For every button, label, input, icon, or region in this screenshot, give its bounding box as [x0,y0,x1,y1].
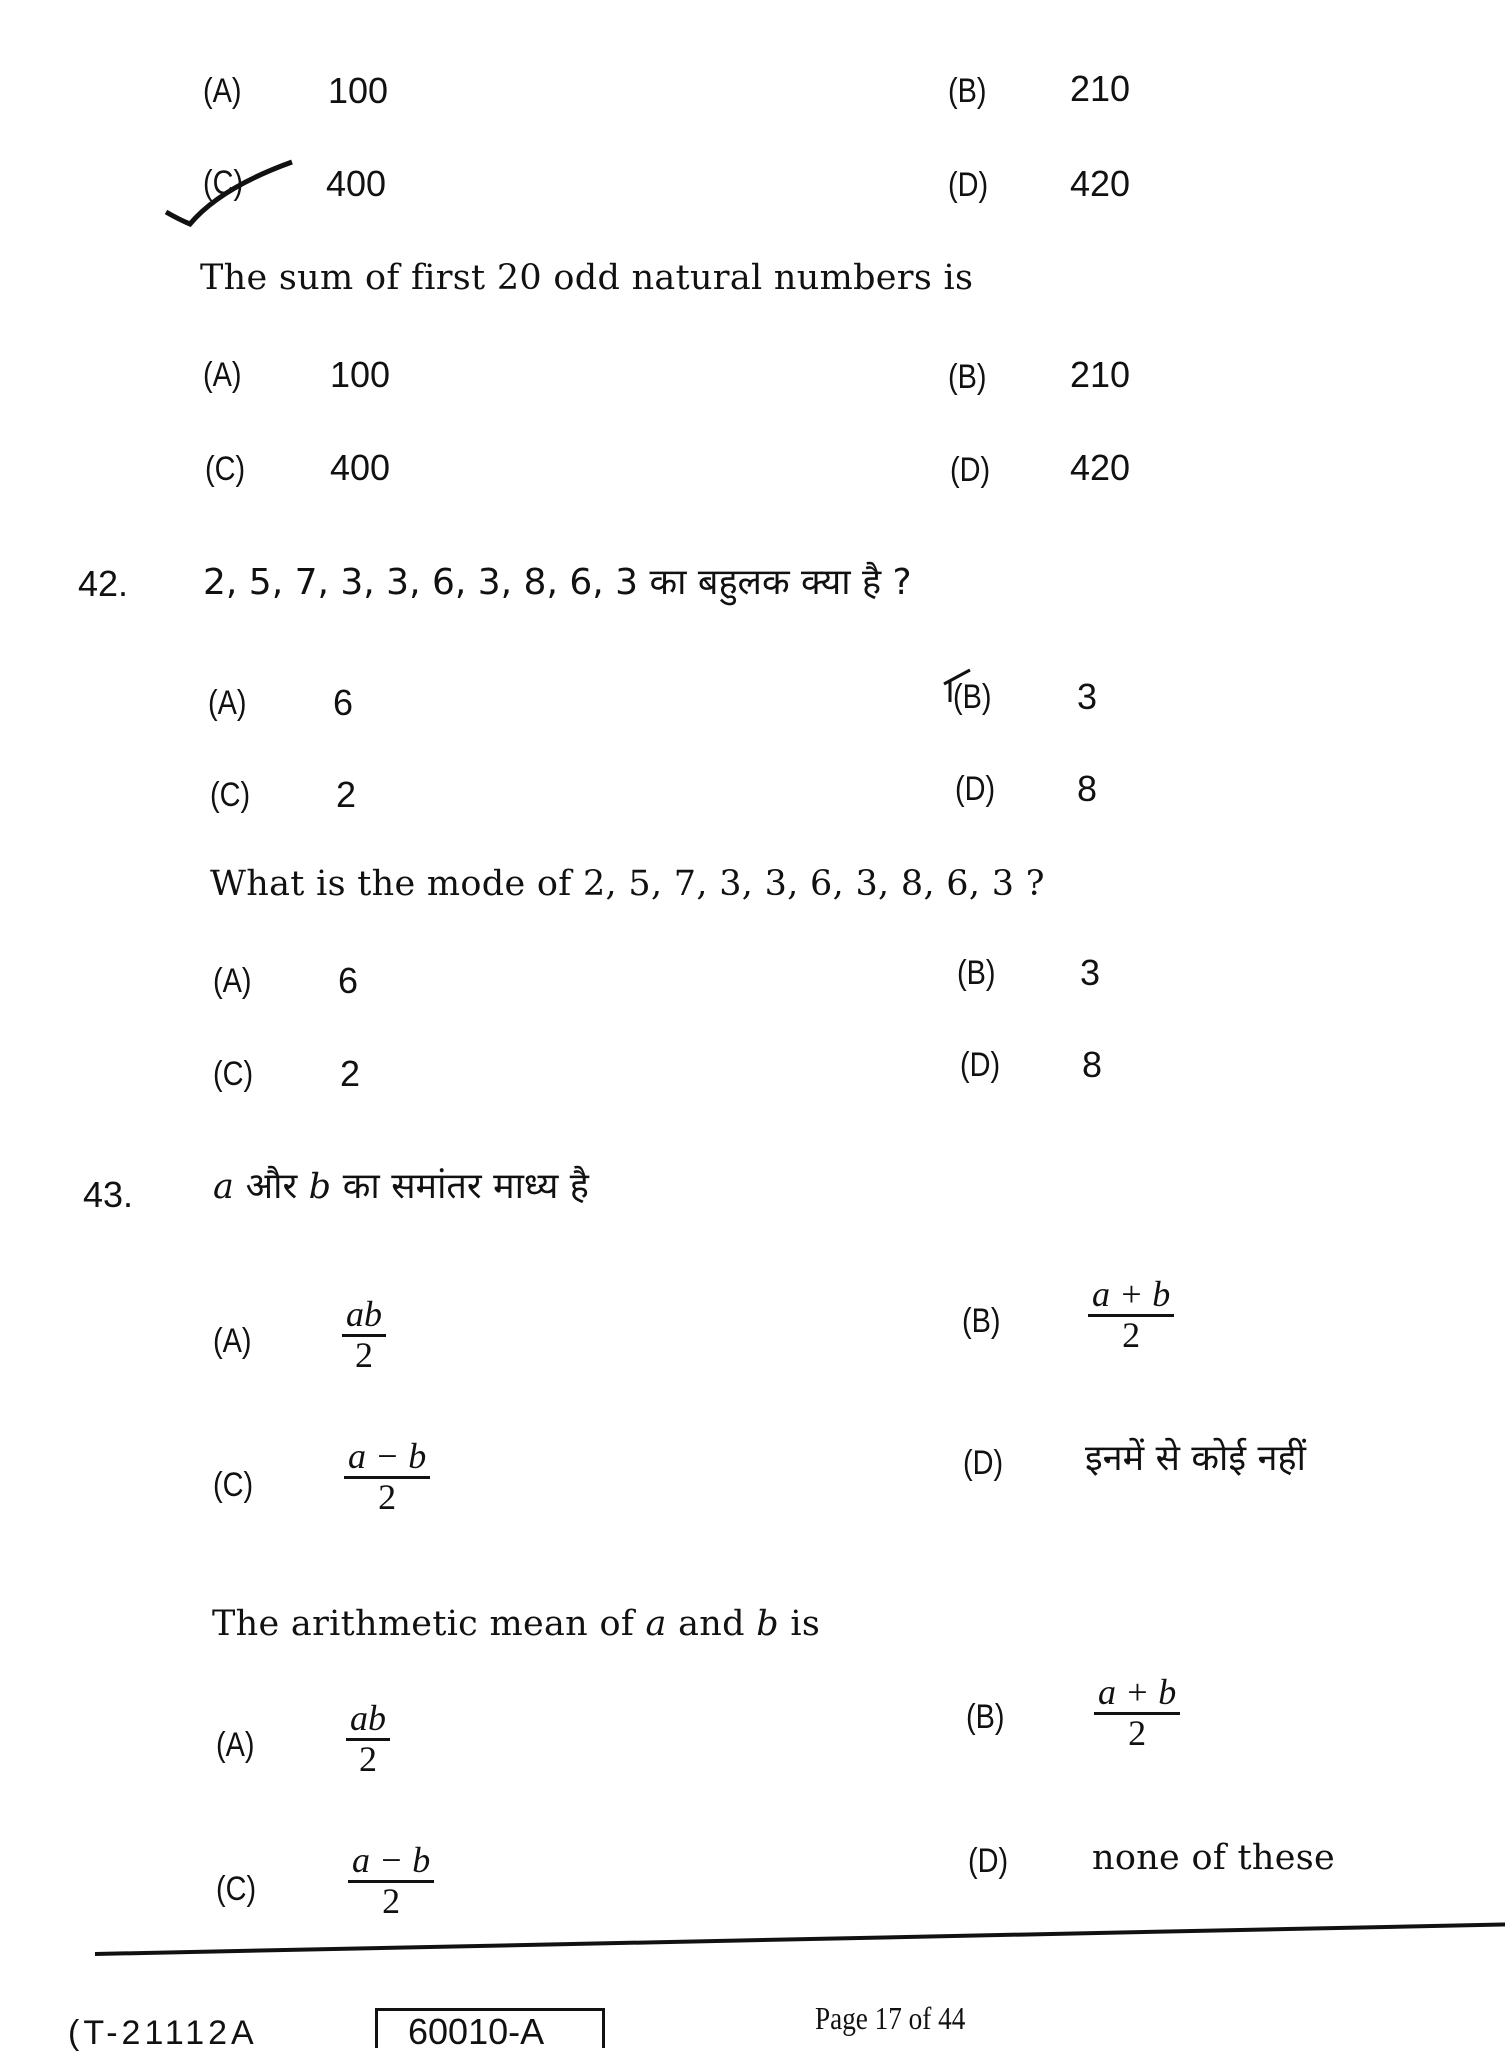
q41-en-option-a-label: (A) [203,356,242,394]
q41-hi-option-c-label: (C) [203,164,244,202]
q43-number: 43. [83,1174,134,1215]
numerator: a + b [1088,1276,1174,1317]
q42-hi-option-d-label: (D) [955,770,996,808]
q43-en-pre: The arithmetic mean of [212,1604,646,1644]
q43-hi-option-b-label: (B) [962,1302,1001,1340]
q41-hi-option-b-label: (B) [948,72,987,110]
q41-en-option-a-value: 100 [330,354,391,395]
page-number: Page 17 of 44 [815,2000,966,2036]
q43-hi-option-d-value: इनमें से कोई नहीं [1085,1438,1306,1479]
q42-hi-option-a-label: (A) [208,684,247,722]
q43-en-option-b-label: (B) [966,1698,1005,1736]
numerator: a − b [348,1842,434,1883]
q41-hi-option-d-label: (D) [948,166,989,204]
q43-hi-option-b-fraction [1088,1276,1174,1355]
q43-hindi-rest: का समांतर माध्य है [331,1166,589,1207]
var-b: b [756,1604,779,1644]
q43-en-option-a-label: (A) [216,1726,255,1764]
footer-divider [95,1922,1505,1956]
denominator: 2 [359,1738,377,1779]
q43-hi-option-c-fraction [344,1438,430,1517]
footer-left-code: (T-21112A [68,2014,258,2052]
q43-english-question [212,1604,820,1644]
q43-en-post: is [778,1604,821,1644]
q42-hi-option-d-value: 8 [1077,768,1098,809]
q41-en-option-b-value: 210 [1070,354,1131,395]
q42-en-option-c-label: (C) [213,1055,254,1093]
q43-en-option-b-fraction [1094,1674,1180,1753]
var-a: a [213,1167,235,1207]
q41-hi-option-a-value: 100 [328,70,389,111]
numerator: ab [342,1296,386,1337]
denominator: 2 [378,1476,397,1517]
q41-hi-option-c-value: 400 [326,163,387,204]
q43-hi-option-a-fraction [342,1296,386,1375]
q42-hi-option-a-value: 6 [333,682,354,723]
q42-hi-option-c-label: (C) [210,776,251,814]
q42-en-option-b-label: (B) [957,954,996,992]
q41-en-option-d-label: (D) [950,451,991,489]
q43-hi-option-d-label: (D) [963,1444,1004,1482]
denominator: 2 [355,1334,373,1375]
q42-number: 42. [78,563,129,604]
q42-hi-option-b-label: (B) [953,678,992,716]
denominator: 2 [1122,1314,1141,1355]
q43-en-mid: and [666,1604,757,1644]
q43-en-option-d-value: none of these [1092,1838,1336,1878]
q42-hindi-question [203,556,912,605]
q42-en-option-d-label: (D) [960,1046,1001,1084]
q41-en-option-c-label: (C) [205,450,246,488]
q43-en-option-d-label: (D) [968,1842,1009,1880]
q41-en-option-b-label: (B) [948,358,987,396]
q43-en-option-a-fraction [346,1700,390,1779]
q43-en-option-c-label: (C) [216,1870,257,1908]
q41-hi-option-d-value: 420 [1070,163,1131,204]
q43-en-option-c-fraction [348,1842,434,1921]
footer-boxed-code: 60010-A [375,2008,605,2048]
q41-en-option-c-value: 400 [330,447,391,488]
q42-english-question: What is the mode of 2, 5, 7, 3, 3, 6, 3, 8, 6, 3 ? [210,864,1045,904]
q43-hi-option-c-label: (C) [213,1466,254,1504]
q43-hi-option-a-label: (A) [213,1322,252,1360]
denominator: 2 [382,1880,401,1921]
var-a: a [645,1604,667,1644]
q42-hindi-text: 2, 5, 7, 3, 3, 6, 3, 8, 6, 3 का बहुलक क्या है ? [203,562,912,603]
q41-english-question: The sum of first 20 odd natural numbers is [200,258,974,298]
numerator: a − b [344,1438,430,1479]
numerator: ab [346,1700,390,1741]
var-b: b [308,1167,332,1207]
denominator: 2 [1128,1712,1147,1753]
q43-hindi-and: और [234,1166,309,1207]
q42-en-option-b-value: 3 [1080,952,1101,993]
q42-en-option-a-label: (A) [213,962,252,1000]
q41-hi-option-a-label: (A) [203,72,242,110]
q43-hindi-question [213,1160,589,1209]
q42-hi-option-c-value: 2 [336,774,357,815]
numerator: a + b [1094,1674,1180,1715]
q42-en-option-d-value: 8 [1082,1044,1103,1085]
q41-hi-option-b-value: 210 [1070,68,1131,109]
q42-hi-option-b-value: 3 [1077,676,1098,717]
q41-en-option-d-value: 420 [1070,447,1131,488]
q42-en-option-a-value: 6 [338,960,359,1001]
q42-en-option-c-value: 2 [340,1053,361,1094]
